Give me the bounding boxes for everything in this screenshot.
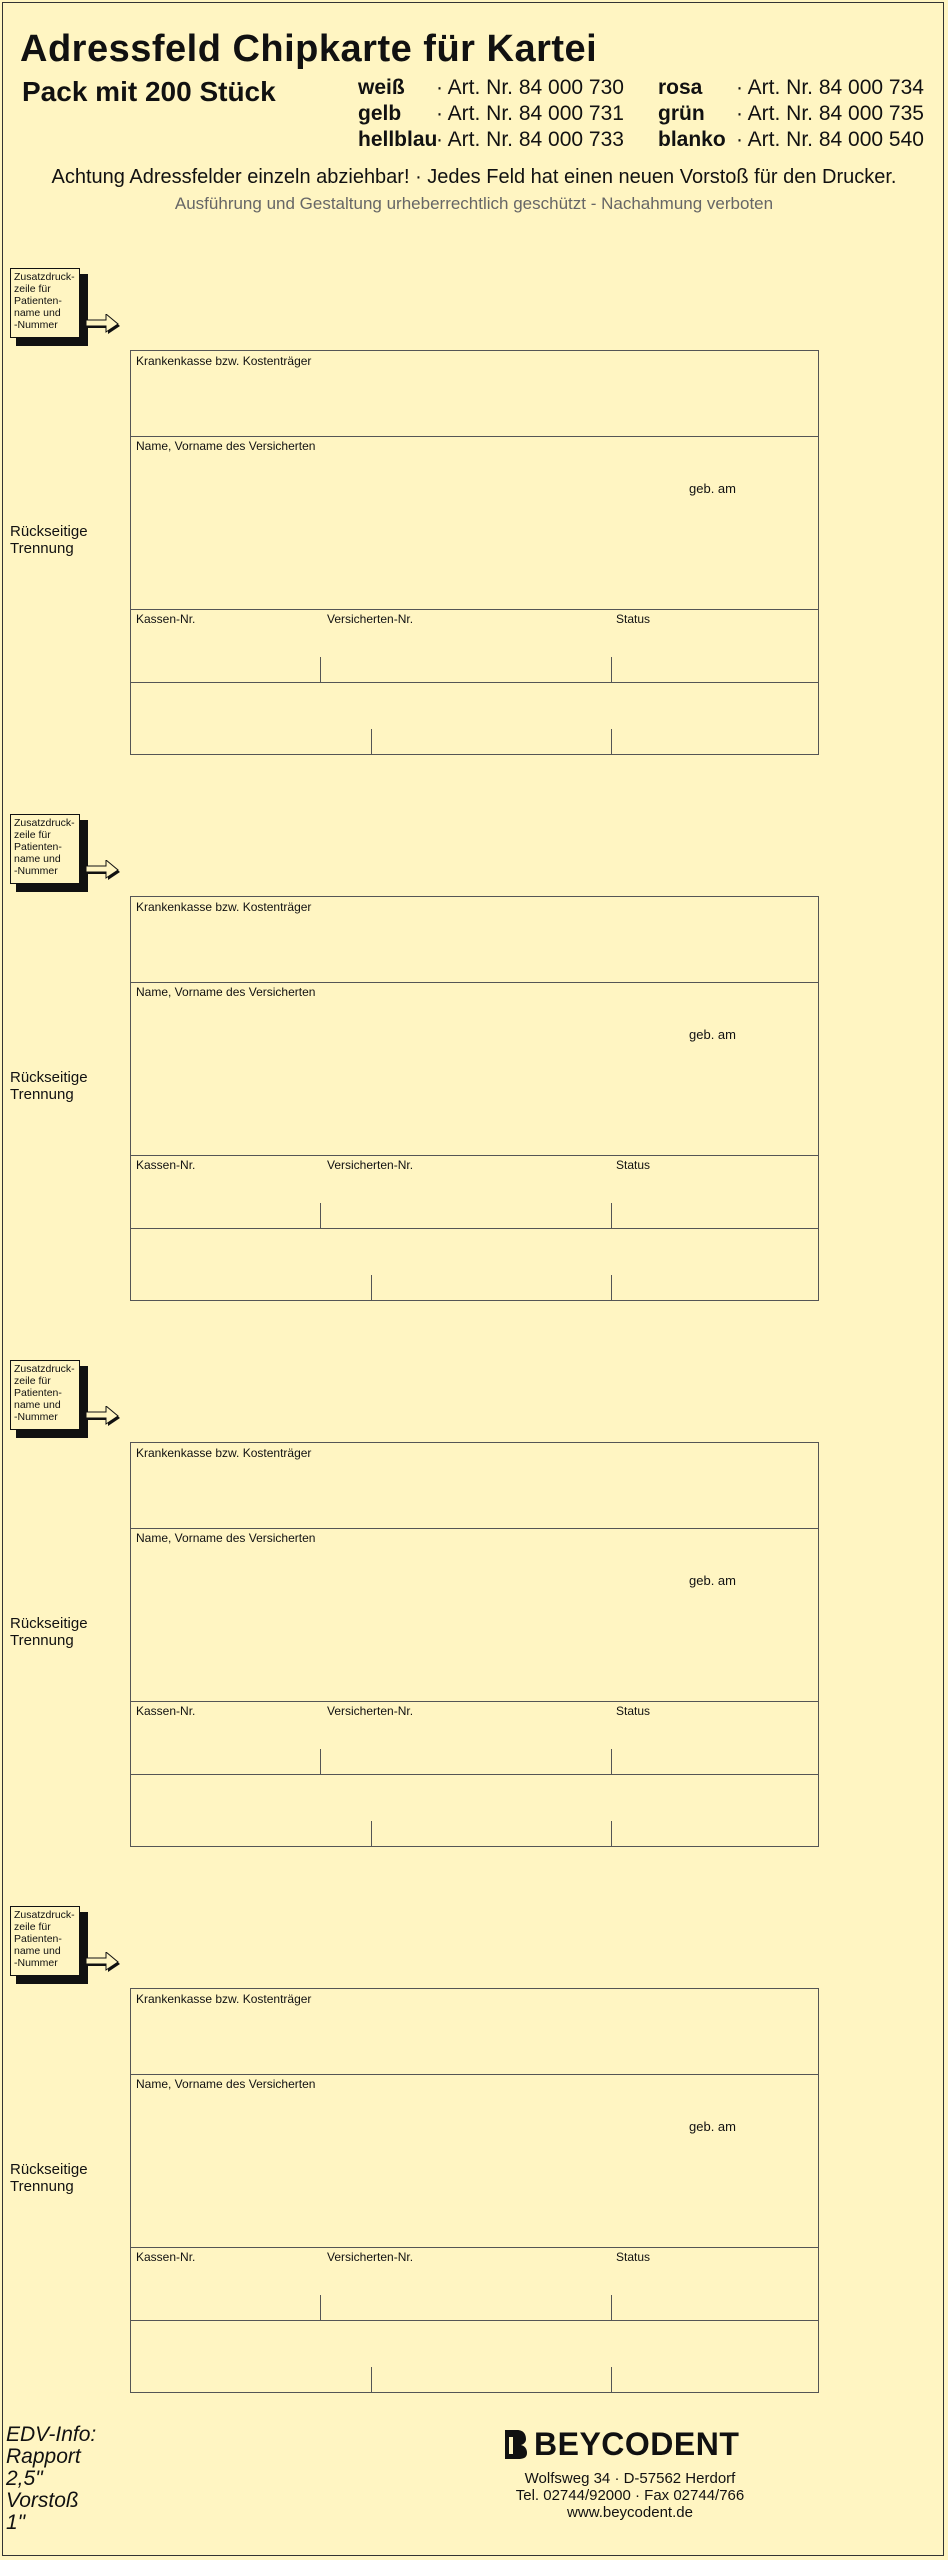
field-tick xyxy=(371,1275,372,1301)
kassen-nr-label: Kassen-Nr. xyxy=(136,612,196,626)
address-card xyxy=(0,1360,948,1880)
page-title: Adressfeld Chipkarte für Kartei xyxy=(20,28,598,70)
separation-label: Rückseitige Trennung xyxy=(10,2161,88,2195)
versicherten-nr-label: Versicherten-Nr. xyxy=(327,612,414,626)
field-tick xyxy=(371,729,372,755)
article-line xyxy=(358,76,624,100)
row-divider xyxy=(131,436,818,437)
status-label: Status xyxy=(616,2250,651,2264)
brand-name: BEYCODENT xyxy=(534,2426,740,2462)
article-number: · Art. Nr. 84 000 540 xyxy=(736,128,924,151)
address-form xyxy=(130,1988,819,2393)
status-label: Status xyxy=(616,612,651,626)
article-number: · Art. Nr. 84 000 731 xyxy=(436,102,624,125)
versicherten-nr-label: Versicherten-Nr. xyxy=(327,1704,414,1718)
phone-line: Tel. 02744/92000 · Fax 02744/766 xyxy=(515,2487,745,2504)
extra-print-line-box xyxy=(10,1360,82,1432)
article-line xyxy=(358,128,624,152)
article-number: · Art. Nr. 84 000 730 xyxy=(436,76,624,99)
article-number: · Art. Nr. 84 000 733 xyxy=(436,128,624,151)
article-line xyxy=(358,102,624,126)
row-divider xyxy=(131,2074,818,2075)
edv-info: EDV-Info: Rapport 2,5" Vorstoß 1" xyxy=(6,2423,97,2534)
arrow-right-icon xyxy=(86,1952,122,1974)
address-line: Wolfsweg 34 · D-57562 Herdorf xyxy=(524,2470,736,2487)
field-tick xyxy=(611,729,612,755)
kassen-nr-label: Kassen-Nr. xyxy=(136,1158,196,1172)
address-form xyxy=(130,1442,819,1847)
name-label: Name, Vorname des Versicherten xyxy=(136,1531,316,1545)
beycodent-logo-icon xyxy=(502,2428,528,2460)
row-divider xyxy=(131,1528,818,1529)
extra-print-line-box xyxy=(10,814,82,886)
status-label: Status xyxy=(616,1158,651,1172)
row-divider xyxy=(131,2320,818,2321)
dob-label: geb. am xyxy=(689,481,736,496)
extra-print-line-label: Zusatzdruck- zeile für Patienten- name und -Nummer xyxy=(10,1360,80,1430)
extra-print-line-box xyxy=(10,268,82,340)
article-color: blanko xyxy=(658,128,726,151)
address-form xyxy=(130,896,819,1301)
field-tick xyxy=(320,2295,321,2320)
field-tick xyxy=(320,1203,321,1228)
separation-label: Rückseitige Trennung xyxy=(10,1069,88,1103)
row-divider xyxy=(131,2247,818,2248)
contact-block xyxy=(500,2470,760,2521)
insurer-label: Krankenkasse bzw. Kostenträger xyxy=(136,1446,312,1460)
versicherten-nr-label: Versicherten-Nr. xyxy=(327,1158,414,1172)
article-line xyxy=(658,102,924,126)
dob-label: geb. am xyxy=(689,1573,736,1588)
article-color: rosa xyxy=(658,76,703,99)
article-line xyxy=(658,128,924,152)
pack-info: Pack mit 200 Stück xyxy=(22,76,276,107)
row-divider xyxy=(131,1228,818,1229)
address-card xyxy=(0,814,948,1334)
field-tick xyxy=(371,1821,372,1847)
name-label: Name, Vorname des Versicherten xyxy=(136,985,316,999)
extra-print-line-label: Zusatzdruck- zeile für Patienten- name und -Nummer xyxy=(10,814,80,884)
insurer-label: Krankenkasse bzw. Kostenträger xyxy=(136,354,312,368)
kassen-nr-label: Kassen-Nr. xyxy=(136,1704,196,1718)
dob-label: geb. am xyxy=(689,1027,736,1042)
notice-text: Achtung Adressfelder einzeln abziehbar! · Jedes Feld hat einen neuen Vorstoß für den Drucker. xyxy=(51,166,897,188)
row-divider xyxy=(131,682,818,683)
article-color: gelb xyxy=(358,102,402,125)
field-tick xyxy=(371,2367,372,2393)
extra-print-line-label: Zusatzdruck- zeile für Patienten- name und -Nummer xyxy=(10,1906,80,1976)
extra-print-line-label: Zusatzdruck- zeile für Patienten- name und -Nummer xyxy=(10,268,80,338)
kassen-nr-label: Kassen-Nr. xyxy=(136,2250,196,2264)
article-line xyxy=(658,76,924,100)
row-divider xyxy=(131,1774,818,1775)
article-color: weiß xyxy=(358,76,405,99)
field-tick xyxy=(611,2295,612,2320)
row-divider xyxy=(131,982,818,983)
arrow-right-icon xyxy=(86,314,122,336)
insurer-label: Krankenkasse bzw. Kostenträger xyxy=(136,900,312,914)
separation-label: Rückseitige Trennung xyxy=(10,523,88,557)
field-tick xyxy=(320,1749,321,1774)
article-color: grün xyxy=(658,102,705,125)
field-tick xyxy=(611,1821,612,1847)
versicherten-nr-label: Versicherten-Nr. xyxy=(327,2250,414,2264)
address-card xyxy=(0,1906,948,2426)
name-label: Name, Vorname des Versicherten xyxy=(136,2077,316,2091)
insurer-label: Krankenkasse bzw. Kostenträger xyxy=(136,1992,312,2006)
article-number: · Art. Nr. 84 000 734 xyxy=(736,76,924,99)
article-color: hellblau xyxy=(358,128,438,151)
address-form xyxy=(130,350,819,755)
field-tick xyxy=(611,2367,612,2393)
row-divider xyxy=(131,609,818,610)
status-label: Status xyxy=(616,1704,651,1718)
row-divider xyxy=(131,1155,818,1156)
field-tick xyxy=(611,1749,612,1774)
row-divider xyxy=(131,1701,818,1702)
brand-logo xyxy=(500,2424,760,2464)
article-number: · Art. Nr. 84 000 735 xyxy=(736,102,924,125)
separation-label: Rückseitige Trennung xyxy=(10,1615,88,1649)
dob-label: geb. am xyxy=(689,2119,736,2134)
field-tick xyxy=(611,1203,612,1228)
arrow-right-icon xyxy=(86,1406,122,1428)
field-tick xyxy=(611,1275,612,1301)
name-label: Name, Vorname des Versicherten xyxy=(136,439,316,453)
field-tick xyxy=(320,657,321,682)
web-line: www.beycodent.de xyxy=(567,2504,693,2521)
copyright-text: Ausführung und Gestaltung urheberrechtlich geschützt - Nachahmung verboten xyxy=(174,194,774,213)
field-tick xyxy=(611,657,612,682)
address-card xyxy=(0,268,948,788)
extra-print-line-box xyxy=(10,1906,82,1978)
arrow-right-icon xyxy=(86,860,122,882)
